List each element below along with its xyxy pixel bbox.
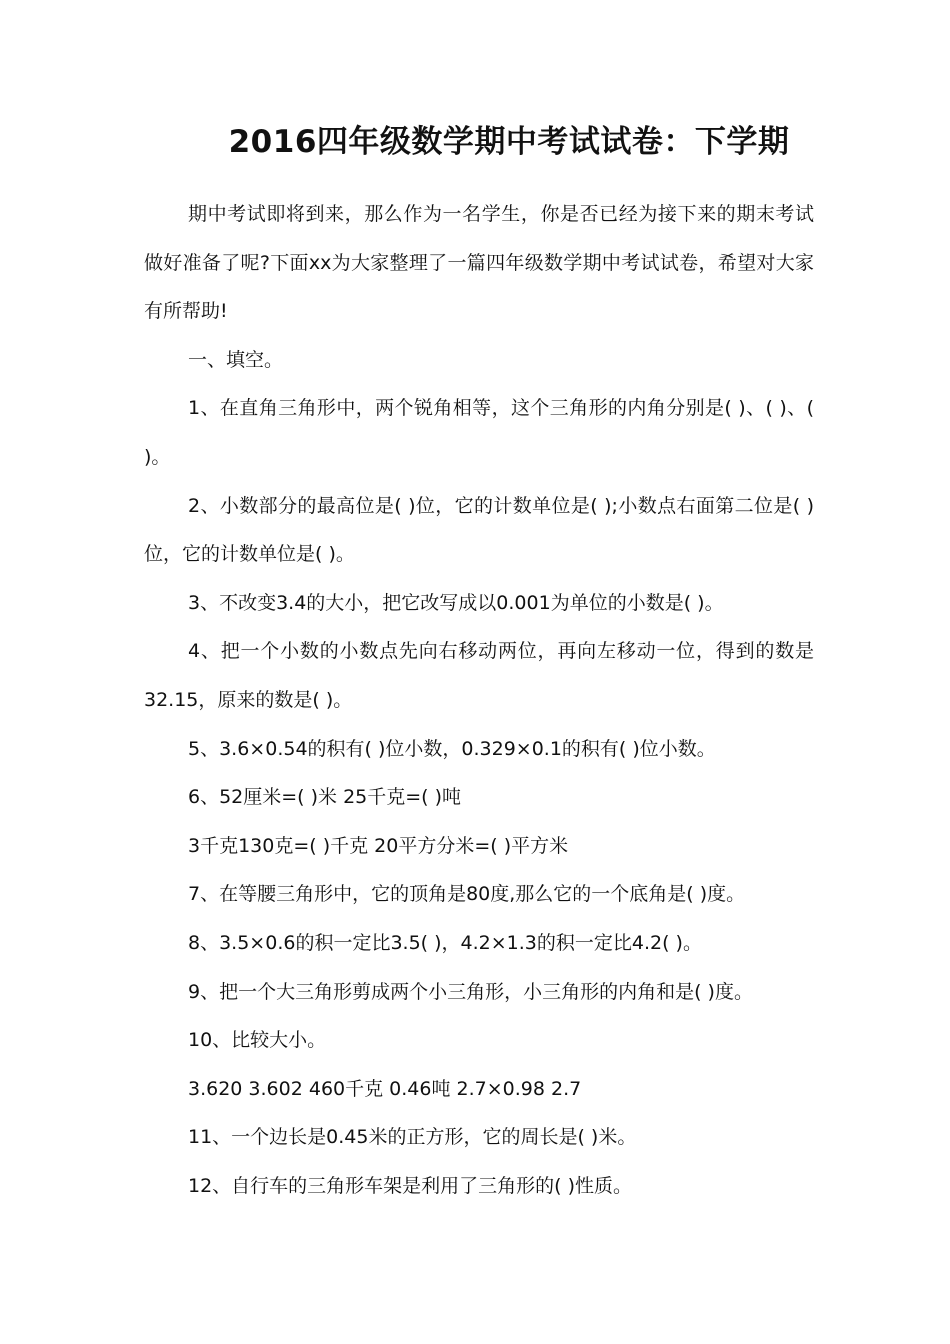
question-8: 8、3.5×0.6的积一定比3.5( )，4.2×1.3的积一定比4.2( )。 [188, 931, 702, 954]
question-10-items: 3.620 3.602 460千克 0.46吨 2.7×0.98 2.7 [188, 1077, 582, 1100]
document-body [144, 190, 814, 1210]
question-2: 2、小数部分的最高位是( )位，它的计数单位是( );小数点右面第二位是( )位，它的计数单位是( )。 [144, 494, 814, 566]
question-10: 10、比较大小。 [188, 1029, 327, 1052]
question-6-line-1: 6、52厘米=( )米 25千克=( )吨 [188, 786, 462, 809]
section-heading-fill-in: 一、填空。 [188, 348, 284, 371]
question-12: 12、自行车的三角形车架是利用了三角形的( )性质。 [188, 1174, 633, 1197]
question-6-line-2: 3千克130克=( )千克 20平方分米=( )平方米 [188, 834, 569, 857]
question-1: 1、在直角三角形中，两个锐角相等，这个三角形的内角分别是( )、( )、( )。 [144, 397, 814, 468]
question-3: 3、不改变3.4的大小，把它改写成以0.001为单位的小数是( )。 [188, 591, 724, 614]
question-4: 4、把一个小数的小数点先向右移动两位，再向左移动一位，得到的数是32.15，原来的数是( )。 [144, 640, 814, 711]
question-11: 11、一个边长是0.45米的正方形，它的周长是( )米。 [188, 1126, 637, 1149]
intro-paragraph: 期中考试即将到来，那么作为一名学生，你是否已经为接下来的期末考试做好准备了呢?下面xx为大家整理了一篇四年级数学期中考试试卷，希望对大家有所帮助! [144, 203, 814, 323]
document-title: 2016四年级数学期中考试试卷：下学期 [228, 124, 790, 160]
question-5: 5、3.6×0.54的积有( )位小数，0.329×0.1的积有( )位小数。 [188, 737, 716, 760]
question-9: 9、把一个大三角形剪成两个小三角形，小三角形的内角和是( )度。 [188, 980, 753, 1003]
question-7: 7、在等腰三角形中，它的顶角是80度,那么它的一个底角是( )度。 [188, 883, 746, 906]
